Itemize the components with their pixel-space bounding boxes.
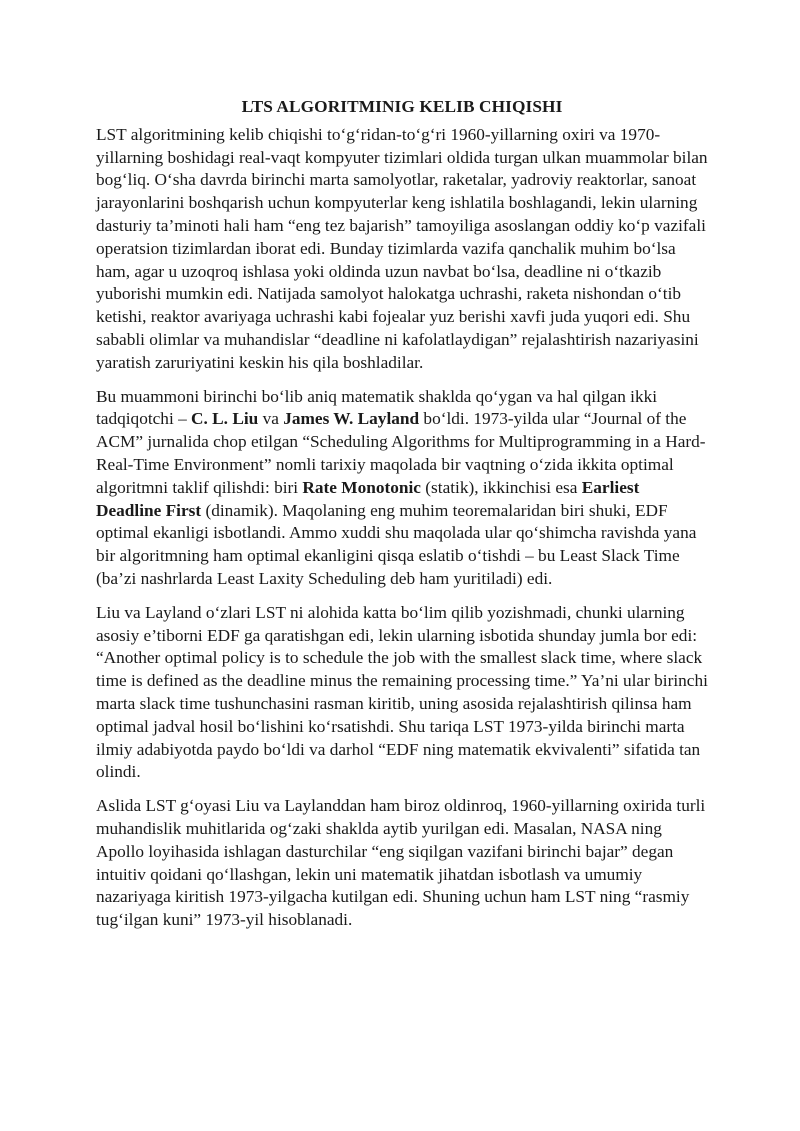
- term-earliest-deadline-first: Earliest Deadline First: [96, 477, 640, 520]
- document-body: [96, 96, 708, 932]
- paragraph-4: Aslida LST g‘oyasi Liu va Laylanddan ham biroz oldinroq, 1960-yillarning oxirida turli muhandislik muhitlarida og‘zaki shaklda aytib yurilgan edi. Masalan, NASA ning Apollo loyihasida ishlagan dasturchilar “eng siqilgan vazifani birinchi bajar” degan intuitiv qoidani qo‘llashgan, lekin uni matematik jihatdan isbotlash va umumiy nazariyaga kiritish 1973-yilgacha kutilgan edi. Shuning uchun ham LST ning “rasmiy tug‘ilgan kuni” 1973-yil hisoblanadi.: [96, 796, 706, 930]
- paragraph-2-text: va: [258, 409, 284, 429]
- paragraph-2-text: (statik), ikkinchisi esa: [420, 477, 582, 497]
- author-name-liu: C. L. Liu: [191, 409, 259, 429]
- document-title: LTS ALGORITMINIG KELIB CHIQISHI: [241, 97, 563, 116]
- author-name-layland: James W. Layland: [283, 409, 420, 429]
- paragraph-2: [96, 386, 708, 591]
- paragraph-3: Liu va Layland o‘zlari LST ni alohida katta bo‘lim qilib yozishmadi, chunki ularning asosiy e’tiborni EDF ga qaratishgan edi, lekin ularning isbotida shunday jumla bor edi: “Another optimal policy is to schedule the job with the smallest slack time, where slack time is defined as the deadline minus the remaining processing time.” Ya’ni ular birinchi marta slack time tushunchasini rasman kiritib, uning asosida rejalashtirish qilinsa ham optimal jadval hosil bo‘lishini ko‘rsatishdi. Shu tariqa LST 1973-yilda birinchi marta ilmiy adabiyotda paydo bo‘ldi va darhol “EDF ning matematik ekvivalenti” sifatida tan olindi.: [96, 602, 708, 782]
- term-rate-monotonic: Rate Monotonic: [302, 477, 421, 497]
- paragraph-2-text: bo‘ldi. 1973-yilda ular “Journal of the ACM” jurnalida chop etilgan “Scheduling Algorithms for Multiprogramming in a Hard-Real-Time Environment” nomli tarixiy maqolada bir vaqtning o‘zida ikkita optimal algoritmni taklif qilishdi: biri: [96, 409, 706, 497]
- paragraph-1: LST algoritmining kelib chiqishi to‘g‘ridan-to‘g‘ri 1960-yillarning oxiri va 1970-yillarning boshidagi real-vaqt kompyuter tizimlari oldida turgan ulkan muammolar bilan bog‘liq. O‘sha davrda birinchi marta samolyotlar, raketalar, yadroviy reaktorlar, sanoat jarayonlarini boshqarish uchun kompyuterlar keng ishlatila boshlagandi, lekin ularning dasturiy ta’minoti hali ham “eng tez bajarish” tamoyiliga asoslangan oddiy ko‘p vazifali operatsion tizimlardan iborat edi. Bunday tizimlarda vazifa qanchalik muhim bo‘lsa ham, agar u uzoqroq ishlasa yoki oldinda uzun navbat bo‘lsa, deadline ni o‘tkazib yuborishi mumkin edi. Natijada samolyot halokatga uchrashi, raketa nishondan o‘tib ketishi, reaktor avariyaga uchrashi kabi fojealar yuz berishi xavfi juda yuqori edi. Shu sababli olimlar va muhandislar “deadline ni kafolatlaydigan” rejalashtirish nazariyasini yaratish zaruriyatini keskin his qila boshladilar.: [96, 124, 708, 372]
- paragraph-2-text: Bu muammoni birinchi bo‘lib aniq matematik shaklda qo‘ygan va hal qilgan ikki tadqiqotchi –: [96, 386, 658, 429]
- paragraph-2-text: (dinamik). Maqolaning eng muhim teoremalaridan biri shuki, EDF optimal ekanligi isbotlandi. Ammo xuddi shu maqolada ular qo‘shimcha ravishda yana bir algoritmning ham optimal ekanligini qisqa eslatib o‘tishdi – bu Least Slack Time (ba’zi nashrlarda Least Laxity Scheduling deb ham yuritiladi) edi.: [96, 500, 697, 588]
